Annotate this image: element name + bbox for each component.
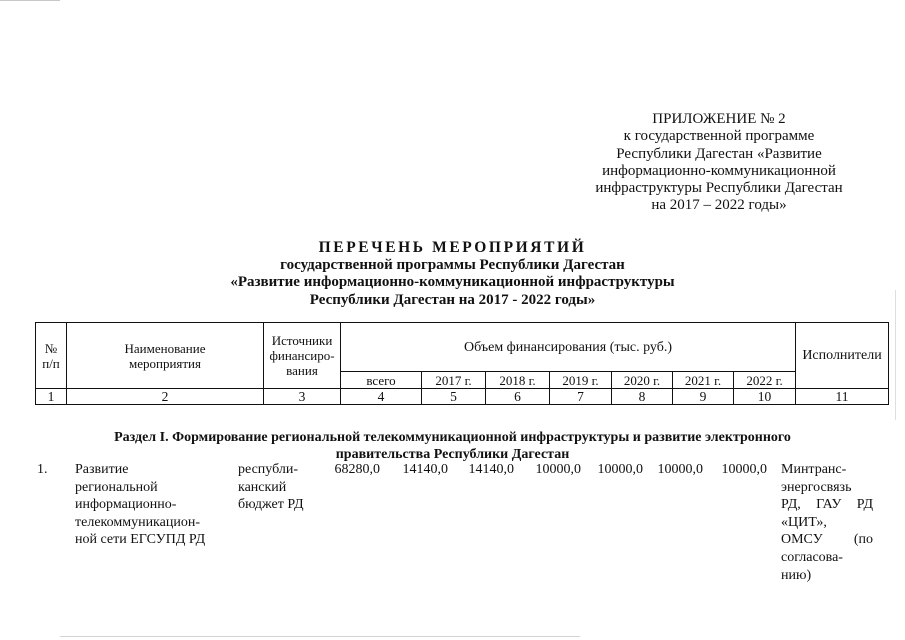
appendix-caption xyxy=(560,111,878,215)
header-executors: Исполнители xyxy=(796,323,889,389)
header-volume: Объем финансирования (тыс. руб.) xyxy=(341,323,796,372)
column-number: 5 xyxy=(422,389,486,405)
column-number: 8 xyxy=(612,389,673,405)
title-line: государственной программы Республики Дагестан xyxy=(280,256,625,273)
scan-artifact xyxy=(0,0,60,1)
section-line: Раздел I. Формирование региональной телекоммуникационной инфраструктуры и развитие электронного xyxy=(114,430,791,445)
title-line: «Развитие информационно-коммуникационной инфраструктуры xyxy=(230,274,675,290)
appendix-line: информационно-коммуникационной xyxy=(602,162,836,179)
name-line: телекоммуникацион- xyxy=(75,514,201,530)
header-total: всего xyxy=(341,372,422,389)
source-line: республи- xyxy=(238,462,298,477)
header-year: 2017 г. xyxy=(422,372,486,389)
column-number: 11 xyxy=(796,389,889,405)
column-number: 3 xyxy=(264,389,341,405)
column-number: 2 xyxy=(67,389,264,405)
scan-artifact xyxy=(895,290,896,420)
executor-line: ОМСУ (по xyxy=(781,532,873,548)
section-line: правительства Республики Дагестан xyxy=(335,447,570,462)
executor-line: РД, ГАУ РД xyxy=(781,497,873,513)
name-line: ной сети ЕГСУПД РД xyxy=(75,532,206,548)
row-2020: 10000,0 xyxy=(597,462,643,477)
executor-line: энергосвязь xyxy=(781,479,852,495)
title-main: ПЕРЕЧЕНЬ МЕРОПРИЯТИЙ xyxy=(318,239,587,256)
section-heading xyxy=(0,429,905,463)
column-number: 9 xyxy=(673,389,734,405)
executor-line: нию) xyxy=(781,567,812,583)
header-year: 2019 г. xyxy=(550,372,612,389)
header-source: Источники финансиро- вания xyxy=(264,323,341,389)
row-2021: 10000,0 xyxy=(657,462,703,477)
document-title xyxy=(0,239,905,309)
executor-line: согласова- xyxy=(781,549,843,565)
column-number: 10 xyxy=(734,389,796,405)
column-number: 6 xyxy=(486,389,550,405)
row-funding-source xyxy=(238,461,313,514)
name-line: Развитие xyxy=(75,462,129,477)
title-line: Республики Дагестан на 2017 - 2022 годы» xyxy=(309,291,596,308)
source-line: канский xyxy=(238,479,287,495)
executor-line: Минтранс- xyxy=(781,462,847,477)
executor-line: «ЦИТ», xyxy=(781,514,827,530)
header-year: 2022 г. xyxy=(734,372,796,389)
appendix-line: ПРИЛОЖЕНИЕ № 2 xyxy=(652,111,786,127)
header-year: 2021 г. xyxy=(673,372,734,389)
appendix-line: инфраструктуры Республики Дагестан xyxy=(595,180,843,197)
header-num: № п/п xyxy=(36,323,67,389)
scan-artifact xyxy=(60,636,580,637)
header-year: 2020 г. xyxy=(612,372,673,389)
header-name: Наименование мероприятия xyxy=(67,323,264,389)
row-executors xyxy=(781,461,873,584)
row-number: 1. xyxy=(37,462,48,477)
header-table xyxy=(35,322,889,405)
column-number: 1 xyxy=(36,389,67,405)
column-number: 7 xyxy=(550,389,612,405)
appendix-line: на 2017 – 2022 годы» xyxy=(651,197,787,214)
name-line: региональной xyxy=(75,479,158,495)
row-2017: 14140,0 xyxy=(402,462,448,477)
appendix-line: к государственной программе xyxy=(623,128,815,145)
row-2019: 10000,0 xyxy=(535,462,581,477)
row-2022: 10000,0 xyxy=(721,462,767,477)
row-total: 68280,0 xyxy=(334,462,380,477)
name-line: информационно- xyxy=(75,497,177,513)
appendix-line: Республики Дагестан «Развитие xyxy=(616,145,822,162)
source-line: бюджет РД xyxy=(238,497,304,513)
header-year: 2018 г. xyxy=(486,372,550,389)
row-activity-name xyxy=(75,461,235,549)
column-number: 4 xyxy=(341,389,422,405)
row-2018: 14140,0 xyxy=(468,462,514,477)
